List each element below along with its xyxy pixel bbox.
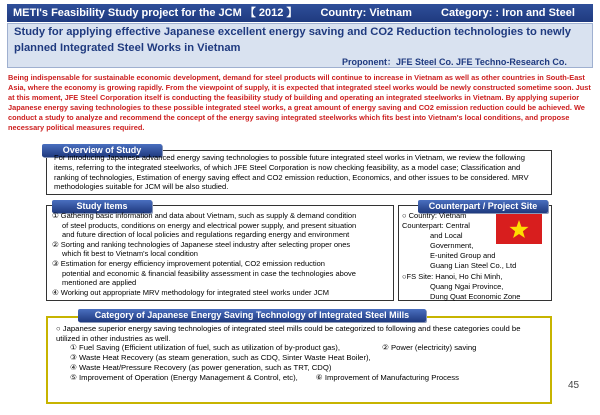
counterpart-line: ○FS Site: Hanoi, Ho Chi Minh, <box>402 272 503 281</box>
category-label: Category: : Iron and Steel <box>441 7 575 19</box>
overview-text: For introducing Japanese advanced energy saving technologies to possible future integrated steel works in Vietnam, we review the following items, referring to the integrated steelworks, of which JFE Steel Corporation is now checking feasibility, as a model case; Classification and ranking of technologies, Estimation of energy saving effect and CO2 emission reduction, Economics, and other issues to be considered. MRV methodologies suitable for JCM will be also studied. <box>54 153 529 192</box>
category-item: ⑤ Improvement of Operation (Energy Management & Control, etc), <box>70 372 298 382</box>
project-title: METI's Feasibility Study project for the JCM 【 2012 】 <box>13 7 298 19</box>
category-item: ④ Waste Heat/Pressure Recovery (as power generation, such as TRT, CDQ) <box>70 362 332 372</box>
category-row <box>56 353 546 363</box>
list-item: and future direction of local policies and regulations regarding energy and environment <box>62 230 350 240</box>
list-item: of steel products, conditions on energy and electrical power supply, and present situation <box>62 220 357 230</box>
counterpart-line: Guang Lian Steel Co., Ltd <box>430 261 517 270</box>
title-line-2: planned Integrated Steel Works in Vietnam <box>14 42 241 54</box>
title-line-1: Study for applying effective Japanese excellent energy saving and CO2 Reduction technologies to newly <box>14 26 572 38</box>
intro-paragraph: Being indispensable for sustainable economic development, demand for steel products will continue to increase in Vietnam as well as other countries in South-East Asia, where the economy is growing rapidly. From the viewpoint of supply, it is expected that integrated steel works would be newly constructed sometime soon. Just at this moment, JFE Steel Corporation itself is conducting the feasibility study of building and operating an integrated steelworks in Vietnam. By applying superior Japanese energy saving technologies to these possible integrated steel works, a great amount of energy saving and CO2 emission reduction could be achieved. We conduct a study to analyze and recommend the concept of the energy saving integrated steelworks which fits best into Vietnam's local conditions, and propose necessary political measures required. <box>8 73 591 132</box>
category-item: ① Fuel Saving (Efficient utilization of fuel, such as utilization of by-product gas), <box>70 343 340 353</box>
counterpart-line: ○ Country: Vietnam <box>402 211 467 220</box>
study-items-label: Study Items <box>52 200 152 213</box>
list-item: which fit best to Vietnam's local condition <box>62 249 198 259</box>
category-item: ③ Waste Heat Recovery (as steam generation, such as CDQ, Sinter Waste Heat Boiler), <box>70 353 371 363</box>
list-item: ③ Estimation for energy efficiency improvement potential, CO2 emission reduction <box>52 258 325 268</box>
study-items-list <box>52 211 390 297</box>
country-label: Country: Vietnam <box>320 7 412 19</box>
star-icon <box>496 214 542 244</box>
counterpart-line: E-united Group and <box>430 251 496 260</box>
list-item: ① Gathering basic information and data about Vietnam, such as supply & demand condition <box>52 211 357 220</box>
category-item: ② Power (electricity) saving <box>381 343 477 353</box>
header-bar <box>7 4 593 22</box>
overview-label: Overview of Study <box>42 144 162 157</box>
proponent: Proponent：JFE Steel Co. JFE Techno-Research Co. <box>342 57 567 67</box>
counterpart-line: Government, <box>430 241 474 250</box>
category-label-pill: Category of Japanese Energy Saving Technology of Integrated Steel Mills <box>78 309 426 322</box>
counterpart-line: and Local <box>430 231 463 240</box>
counterpart-label: Counterpart / Project Site <box>418 200 548 213</box>
counterpart-line: Counterpart: Central <box>402 221 470 230</box>
category-item: ⑥ Improvement of Manufacturing Process <box>315 372 459 382</box>
counterpart-line: Dung Quat Economic Zone <box>430 292 521 301</box>
list-item: potential and economic & financial feasibility assessment in case the technologies above <box>62 268 356 278</box>
list-item: ② Sorting and ranking technologies of Japanese steel industry after selecting proper ones <box>52 239 351 249</box>
category-row <box>56 343 546 353</box>
list-item: mentioned are applied <box>62 278 137 288</box>
list-item: ④ Working out appropriate MRV methodology for integrated steel works under JCM <box>52 287 329 297</box>
page-number: 45 <box>568 380 580 391</box>
category-row <box>56 373 546 383</box>
category-content <box>56 324 546 382</box>
category-intro: ○ Japanese superior energy saving technologies of integrated steel mills could be categorized to following and these categories could be utilized in other industries as well. <box>56 324 521 343</box>
counterpart-line: Quang Ngai Province, <box>430 282 504 291</box>
category-row <box>56 363 546 373</box>
